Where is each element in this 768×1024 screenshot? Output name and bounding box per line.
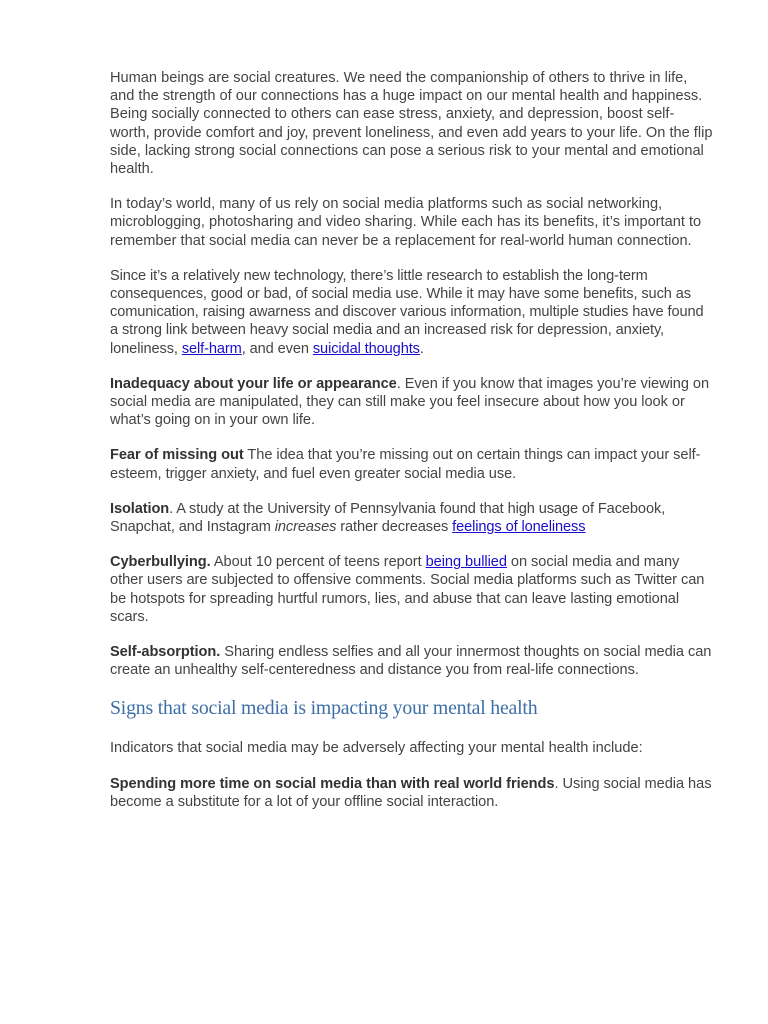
isolation-title: Isolation bbox=[110, 500, 170, 517]
self-absorption-text: Sharing endless selfies and all your innermost thoughts on social media can create an unhealthy self-centeredness and distance you from real-life connections. bbox=[110, 644, 712, 679]
more-time-text: . Using social media has become a substitute for a lot of your offline social interaction. bbox=[110, 775, 712, 810]
article-body bbox=[110, 69, 714, 828]
being-bullied-link[interactable]: being bullied bbox=[425, 554, 507, 571]
cyberbullying-title: Cyberbullying. bbox=[110, 554, 211, 571]
paragraph-social-media-reliance: In today’s world, many of us rely on social media platforms such as social networking, microblogging, photosharing and video sharing. While each has its benefits, it’s important to remember that social media can never be a replacement for real-world human connection. bbox=[110, 196, 702, 249]
fomo-text: The idea that you’re missing out on certain things can impact your self-esteem, trigger anxiety, and fuel even greater social media use. bbox=[110, 447, 701, 482]
paragraph-intro: Human beings are social creatures. We need the companionship of others to thrive in life, and the strength of our connections has a huge impact on our mental health and happiness. Being socially connected to others can ease stress, anxiety, and depression, boost self-worth, provide comfort and joy, prevent loneliness, and even add years to your life. On the flip side, lacking strong social connections can pose a serious risk to your mental and emotional health. bbox=[110, 70, 713, 178]
cyberbullying-text: About 10 percent of teens report bbox=[210, 554, 426, 571]
paragraph-indicators: Indicators that social media may be adversely affecting your mental health include: bbox=[110, 740, 643, 757]
isolation-increases: increases bbox=[274, 519, 337, 536]
more-time-title: Spending more time on social media than with real world friends bbox=[110, 775, 555, 792]
section-heading: Signs that social media is impacting your mental health bbox=[110, 697, 538, 720]
isolation-text: . A study at the University of Pennsylvania found that high usage of Facebook, Snapchat, and Instagram bbox=[110, 500, 666, 536]
paragraph-isolation bbox=[110, 500, 714, 536]
fomo-title: Fear of missing out bbox=[110, 447, 244, 464]
paragraph-inadequacy bbox=[110, 375, 714, 430]
cyberbullying-text2: on social media and many other users are subjected to offensive comments. Social media platforms such as Twitter can be hotspots for spreading hurtful rumors, lies, and abuse that can leave lasting emotional scars. bbox=[110, 554, 705, 625]
paragraph-cyberbullying bbox=[110, 553, 714, 626]
self-absorption-title: Self-absorption. bbox=[110, 644, 221, 661]
suicidal-thoughts-link[interactable]: suicidal thoughts bbox=[312, 340, 420, 357]
paragraph-research-mid: , and even bbox=[241, 340, 313, 357]
self-harm-link[interactable]: self-harm bbox=[181, 340, 242, 357]
feelings-of-loneliness-link[interactable]: feelings of loneliness bbox=[452, 519, 586, 536]
paragraph-fomo bbox=[110, 446, 714, 482]
inadequacy-text: . Even if you know that images you’re viewing on social media are manipulated, they can still make you feel insecure about how you look or what’s going on in your own life. bbox=[110, 375, 710, 429]
paragraph-self-absorption bbox=[110, 643, 714, 679]
paragraph-research bbox=[110, 267, 714, 358]
paragraph-research-text: Since it’s a relatively new technology, there’s little research to establish the long-term consequences, good or bad, of social media use. While it may have some benefits, such as comunication, raising awarness and discover various information, multiple studies have found a strong link between heavy social media and an increased risk for depression, anxiety, loneliness, bbox=[110, 267, 704, 357]
isolation-text2: rather decreases bbox=[336, 519, 453, 536]
paragraph-more-time bbox=[110, 775, 714, 811]
inadequacy-title: Inadequacy about your life or appearance bbox=[110, 375, 397, 392]
paragraph-research-end: . bbox=[419, 340, 424, 357]
